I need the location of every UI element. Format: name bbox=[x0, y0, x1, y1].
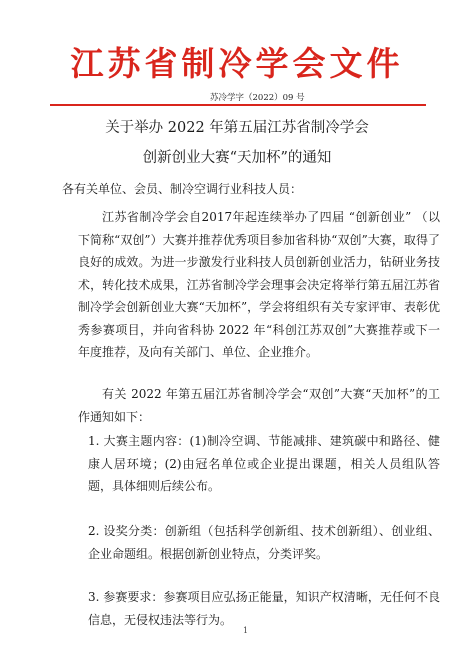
notice-title-line2: 创新创业大赛“天加杯”的通知 bbox=[142, 150, 332, 166]
org-masthead: 江苏省制冷学会文件 bbox=[70, 44, 404, 83]
notice-title-line1: 关于举办 2022 年第五届江苏省制冷学会 bbox=[105, 120, 369, 136]
body-paragraph-1: 江苏省制冷学会自2017年起连续举办了四届 “创新创业” （以下简称“双创”）大赛并推荐优秀项目参加省科协“双创”大赛，取得了良好的成效。为进一步激发行业科技人员创新创业活力，钻研业务技术，转化技术成果，江苏省制冷学会理事会决定将举行第五届江苏省制冷学会创新创业大赛“天加杯”，学会将组织有关专家评审、表彰优秀参赛项目，并向省科协 2022 年“科创江苏双创”大赛推荐或下一年度推荐，及向有关部门、单位、企业推介。 bbox=[78, 210, 440, 359]
salutation: 各有关单位、会员、制冷空调行业科技人员： bbox=[62, 182, 303, 196]
body-paragraph-2: 有关 2022 年第五届江苏省制冷学会“双创”大赛“天加杯”的工作通知如下： bbox=[78, 387, 440, 424]
list-item: 1. 大赛主题内容：(1)制冷空调、节能减排、建筑碳中和路径、健康人居环境；(2)由冠名单位或企业提出课题，相关人员组队答题，具体细则后续公布。 bbox=[88, 434, 440, 493]
list-item: 2. 设奖分类：创新组（包括科学创新组、技术创新组）、创业组、企业命题组。根据创新创业特点，分类评奖。 bbox=[88, 524, 440, 561]
list-item: 3. 参赛要求：参赛项目应弘扬正能量，知识产权清晰，无任何不良信息，无侵权违法等行为。 bbox=[88, 590, 440, 627]
document-number: 苏冷学字（2022）09 号 bbox=[210, 93, 305, 103]
red-divider bbox=[50, 104, 426, 106]
page-number: 1 bbox=[243, 626, 249, 635]
